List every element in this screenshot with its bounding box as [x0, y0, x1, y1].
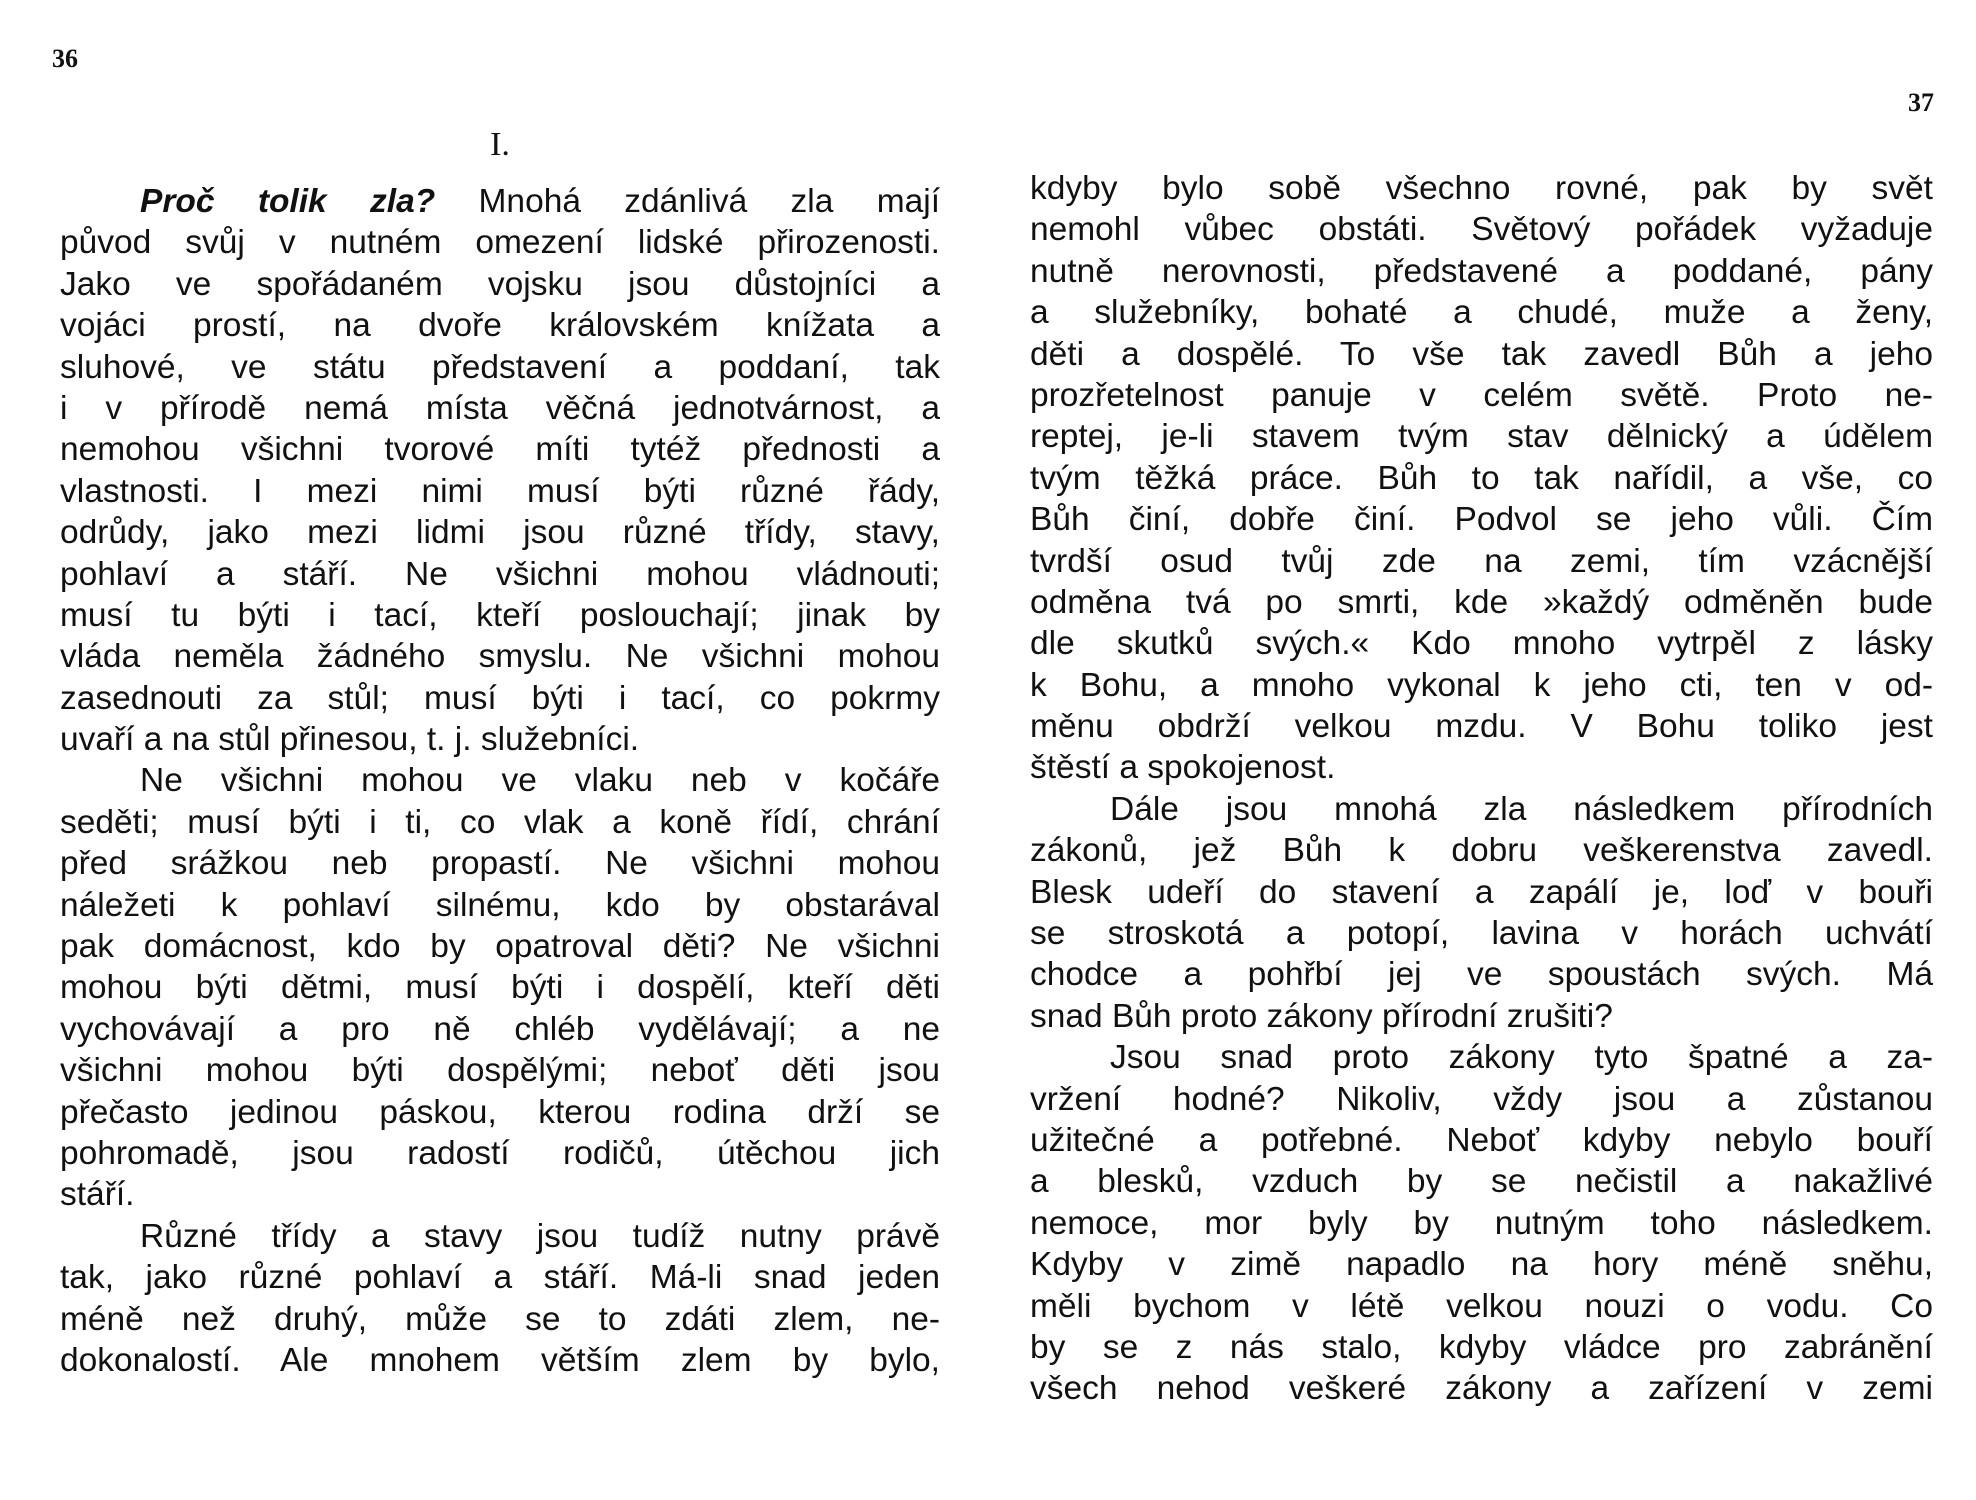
text-line: snad Bůh proto zákony přírodní zrušiti?: [1030, 997, 1613, 1035]
text-line: i v přírodě nemá místa věčná jednotvárnost, a: [60, 389, 940, 427]
paragraph: [1030, 1037, 1933, 1410]
text-line: a blesků, vzduch by se nečistil a nakažlivé: [1030, 1163, 1933, 1201]
text-line: k Bohu, a mnoho vykonal k jeho cti, ten v od-: [1030, 666, 1933, 704]
text-line: nemohl vůbec obstáti. Světový pořádek vyžaduje: [1030, 211, 1933, 249]
text-line: Blesk udeří do stavení a zapálí je, loď v bouři: [1030, 873, 1933, 911]
text-line: Ne všichni mohou ve vlaku neb v kočáře: [140, 762, 940, 800]
text-line: dokonalostí. Ale mnohem větším zlem by bylo,: [60, 1341, 940, 1379]
paragraph-lead: Proč tolik zla?: [140, 183, 436, 220]
text-line: přečasto jedinou páskou, kterou rodina drží se: [60, 1093, 940, 1131]
text-line: seděti; musí býti i ti, co vlak a koně řídí, chrání: [60, 803, 940, 841]
body-text: [1030, 168, 1933, 1410]
text-line: zákonů, jež Bůh k dobru veškerenstva zavedl.: [1030, 832, 1933, 870]
text-line: Jako ve spořádaném vojsku jsou důstojníci a: [60, 265, 940, 303]
text-line: zasednouti za stůl; musí býti i tací, co pokrmy: [60, 679, 940, 717]
text-line: a služebníky, bohaté a chudé, muže a ženy,: [1030, 294, 1933, 332]
text-line: vláda neměla žádného smyslu. Ne všichni mohou: [60, 638, 940, 676]
body-text: [60, 181, 940, 1381]
text-line: nutně nerovnosti, představené a poddané, pány: [1030, 252, 1933, 290]
text-line: užitečné a potřebné. Neboť kdyby nebylo bouří: [1030, 1121, 1933, 1159]
text-line: vržení hodné? Nikoliv, vždy jsou a zůstanou: [1030, 1080, 1933, 1118]
text-line: musí tu býti i tací, kteří poslouchají; jinak by: [60, 596, 940, 634]
text-line: nemohou všichni tvorové míti tytéž přednosti a: [60, 431, 940, 469]
text-line: uvaří a na stůl přinesou, t. j. služebníci.: [60, 721, 640, 759]
text-line: [60, 181, 940, 222]
text-line: Bůh činí, dobře činí. Podvol se jeho vůli. Čím: [1030, 501, 1933, 539]
text-line: Dále jsou mnohá zla následkem přírodních: [1110, 790, 1933, 828]
text-line: kdyby bylo sobě všechno rovné, pak by svět: [1030, 170, 1933, 207]
line-text: Mnohá zdánlivá zla mají: [478, 183, 941, 220]
text-line: před srážkou neb propastí. Ne všichni mohou: [60, 845, 940, 883]
text-line: chodce a pohřbí jej ve spoustách svých. Má: [1030, 956, 1933, 994]
text-line: reptej, je-li stavem tvým stav dělnický a údělem: [1030, 418, 1933, 456]
text-line: všichni mohou býti dospělými; neboť děti jsou: [60, 1052, 940, 1090]
text-line: prozřetelnost panuje v celém světě. Proto ne-: [1030, 376, 1933, 414]
text-line: Kdyby v zimě napadlo na hory méně sněhu,: [1030, 1246, 1933, 1284]
text-line: děti a dospělé. To vše tak zavedl Bůh a jeho: [1030, 335, 1933, 373]
text-line: nemoce, mor byly by nutným toho následkem.: [1030, 1204, 1933, 1242]
text-line: vychovávají a pro ně chléb vydělávají; a ne: [60, 1010, 940, 1048]
text-line: měnu obdrží velkou mzdu. V Bohu toliko jest: [1030, 708, 1933, 746]
text-line: tvým těžká práce. Bůh to tak nařídil, a vše, co: [1030, 459, 1933, 497]
text-line: měli bychom v létě velkou nouzi o vodu. Co: [1030, 1287, 1933, 1325]
text-line: vlastnosti. I mezi nimi musí býti různé řády,: [60, 472, 940, 510]
text-line: tvrdší osud tvůj zde na zemi, tím vzácnější: [1030, 542, 1933, 580]
text-line: stáří.: [60, 1176, 135, 1214]
page-number: 37: [1908, 88, 1934, 117]
text-line: se stroskotá a potopí, lavina v horách uchvátí: [1030, 915, 1933, 953]
text-line: Různé třídy a stavy jsou tudíž nutny právě: [140, 1217, 940, 1255]
text-line: dle skutků svých.« Kdo mnoho vytrpěl z lásky: [1030, 625, 1933, 663]
text-line: odrůdy, jako mezi lidmi jsou různé třídy, stavy,: [60, 514, 940, 552]
paragraph: [60, 181, 940, 760]
paragraph: [1030, 789, 1933, 1037]
text-line: odměna tvá po smrti, kde »každý odměněn bude: [1030, 583, 1933, 621]
section-heading: I.: [490, 126, 510, 163]
text-line: pohromadě, jsou radostí rodičů, útěchou jich: [60, 1134, 940, 1172]
text-line: sluhové, ve státu představení a poddaní, tak: [60, 348, 940, 386]
text-line: všech nehod veškeré zákony a zařízení v zemi: [1030, 1370, 1933, 1408]
text-line: Jsou snad proto zákony tyto špatné a za-: [1110, 1039, 1933, 1077]
text-line: pak domácnost, kdo by opatroval děti? Ne všichni: [60, 928, 940, 966]
text-line: vojáci prostí, na dvoře královském knížata a: [60, 307, 940, 345]
paragraph: [60, 760, 940, 1215]
paragraph: [1030, 168, 1933, 789]
text-line: tak, jako různé pohlaví a stáří. Má-li snad jeden: [60, 1259, 940, 1297]
page-number: 36: [52, 44, 78, 73]
right-page: [988, 0, 1976, 1500]
text-line: méně než druhý, může se to zdáti zlem, ne-: [60, 1300, 940, 1338]
paragraph: [60, 1216, 940, 1382]
text-line: náležeti k pohlaví silnému, kdo by obstarával: [60, 886, 940, 924]
text-line: by se z nás stalo, kdyby vládce pro zabránění: [1030, 1328, 1933, 1366]
text-line: mohou býti dětmi, musí býti i dospělí, kteří děti: [60, 969, 940, 1007]
text-line: štěstí a spokojenost.: [1030, 749, 1336, 787]
text-line: pohlaví a stáří. Ne všichni mohou vládnouti;: [60, 555, 940, 593]
text-line: původ svůj v nutném omezení lidské přirozenosti.: [60, 224, 940, 262]
